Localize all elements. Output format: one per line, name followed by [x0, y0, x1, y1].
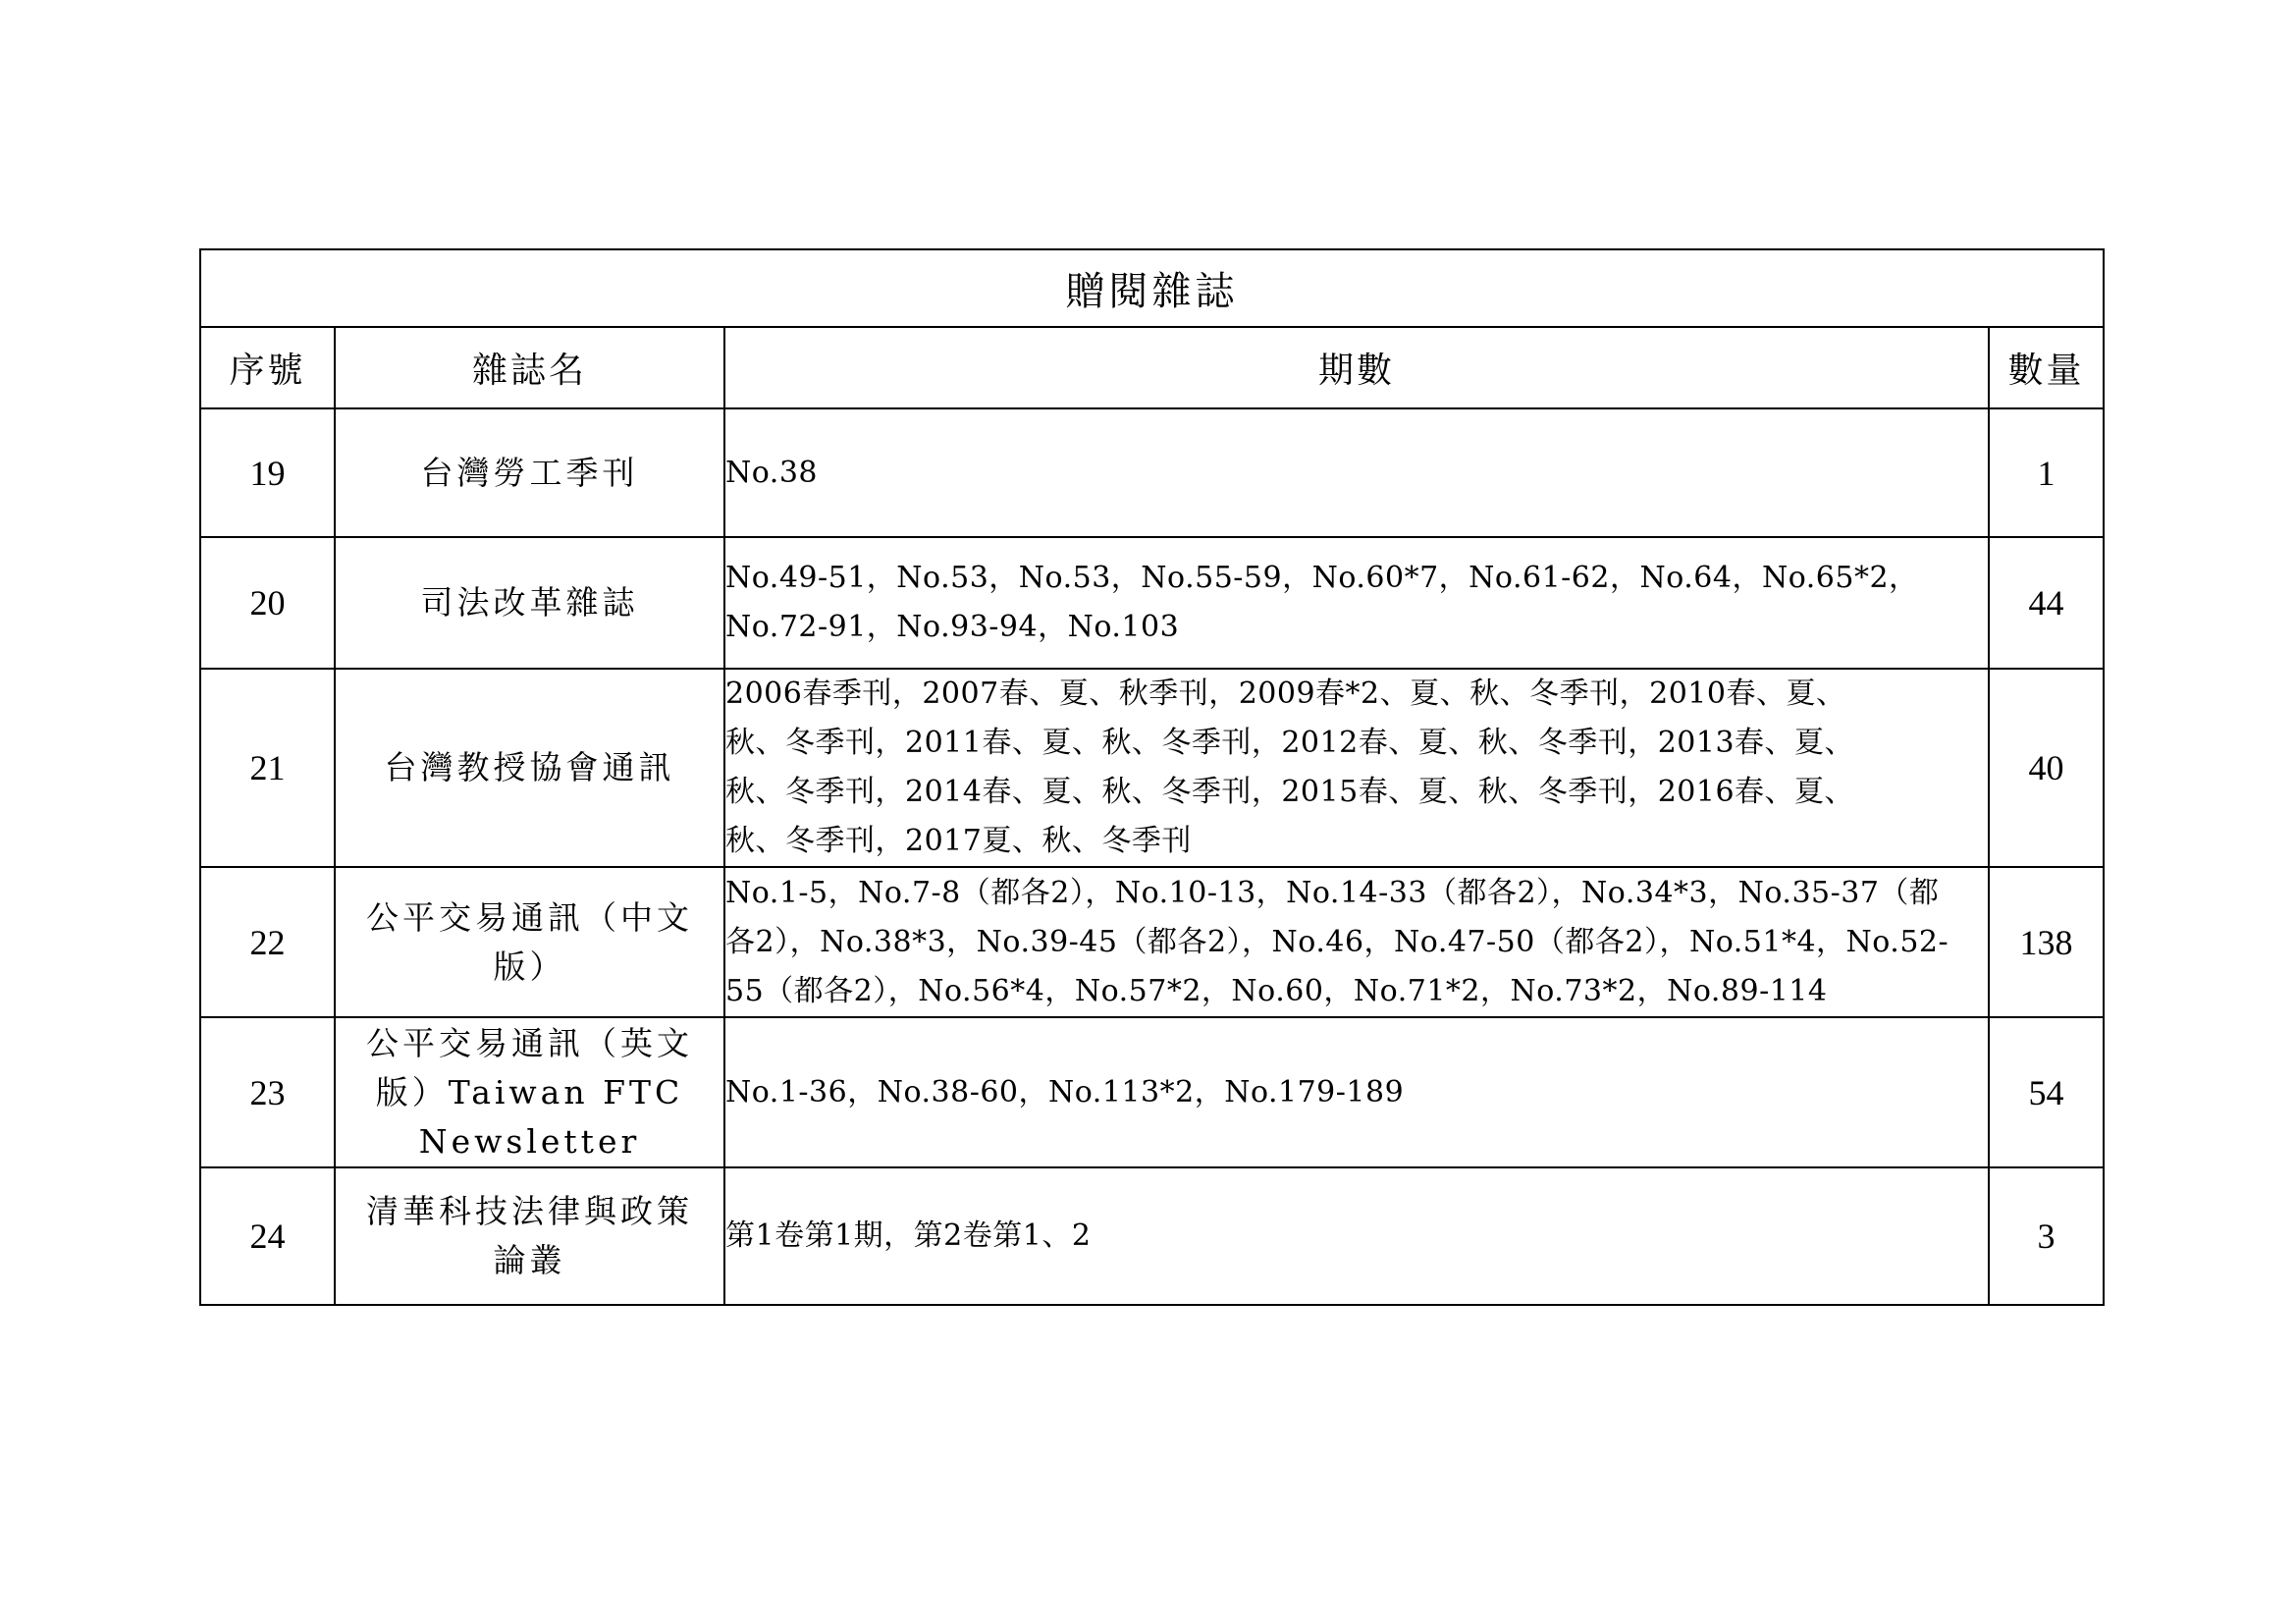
header-row: [200, 327, 2104, 408]
row-seq: 20: [200, 537, 335, 669]
row-name: 清華科技法律與政策 論叢: [335, 1167, 724, 1305]
row-name: 台灣教授協會通訊: [335, 669, 724, 867]
table-row: [200, 537, 2104, 669]
row-seq: 22: [200, 867, 335, 1017]
row-qty: 40: [1989, 669, 2104, 867]
row-qty: 1: [1989, 408, 2104, 537]
row-seq: 19: [200, 408, 335, 537]
row-qty: 3: [1989, 1167, 2104, 1305]
table-row: [200, 669, 2104, 867]
header-seq: 序號: [200, 327, 335, 408]
table-row: [200, 867, 2104, 1017]
row-issues: No.49-51，No.53，No.53，No.55-59，No.60*7，No.61-62，No.64，No.65*2， No.72-91，No.93-94，No.103: [724, 537, 1989, 669]
row-name: 司法改革雜誌: [335, 537, 724, 669]
header-qty: 數量: [1989, 327, 2104, 408]
row-issues: No.38: [724, 408, 1989, 537]
row-seq: 21: [200, 669, 335, 867]
table-row: [200, 1017, 2104, 1167]
row-name: 公平交易通訊（英文 版）Taiwan FTC Newsletter: [335, 1017, 724, 1167]
row-qty: 54: [1989, 1017, 2104, 1167]
table-row: [200, 408, 2104, 537]
row-seq: 23: [200, 1017, 335, 1167]
table-row: [200, 1167, 2104, 1305]
row-issues: No.1-5，No.7-8（都各2），No.10-13，No.14-33（都各2），No.34*3，No.35-37（都 各2），No.38*3，No.39-45（都各2），No.46，No.47-50（都各2），No.51*4，No.52- 55（都各2），No.56*4，No.57*2，No.60，No.71*2，No.73*2，No.89-114: [724, 867, 1989, 1017]
row-qty: 138: [1989, 867, 2104, 1017]
header-issues: 期數: [724, 327, 1989, 408]
table-title: 贈閱雜誌: [200, 249, 2104, 327]
row-name: 公平交易通訊（中文 版）: [335, 867, 724, 1017]
row-issues: 2006春季刊，2007春、夏、秋季刊，2009春*2、夏、秋、冬季刊，2010春、夏、 秋、冬季刊，2011春、夏、秋、冬季刊，2012春、夏、秋、冬季刊，2013春、夏、 秋、冬季刊，2014春、夏、秋、冬季刊，2015春、夏、秋、冬季刊，2016春、夏、 秋、冬季刊，2017夏、秋、冬季刊: [724, 669, 1989, 867]
magazine-table: [199, 248, 2105, 1306]
header-name: 雜誌名: [335, 327, 724, 408]
title-row: [200, 249, 2104, 327]
row-qty: 44: [1989, 537, 2104, 669]
row-seq: 24: [200, 1167, 335, 1305]
row-issues: No.1-36，No.38-60，No.113*2，No.179-189: [724, 1017, 1989, 1167]
row-issues: 第1卷第1期，第2卷第1、2: [724, 1167, 1989, 1305]
row-name: 台灣勞工季刊: [335, 408, 724, 537]
